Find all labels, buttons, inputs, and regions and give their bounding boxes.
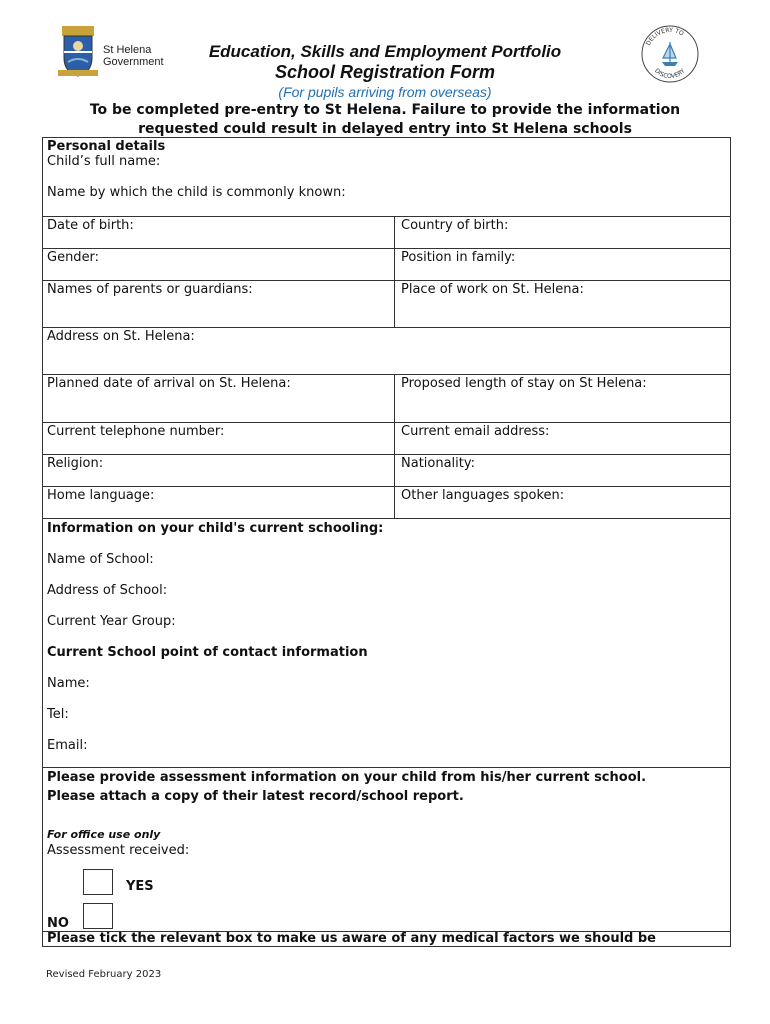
no-label: NO xyxy=(47,916,69,931)
registration-form-table xyxy=(42,137,731,947)
length-of-stay-field[interactable] xyxy=(395,375,730,422)
schooling-heading: Information on your child's current schooling: xyxy=(47,521,384,536)
instruction-text xyxy=(30,101,740,139)
form-title: School Registration Form xyxy=(274,62,496,82)
home-language-label: Home language: xyxy=(47,488,155,503)
gender-row xyxy=(43,249,730,281)
personal-details-row[interactable] xyxy=(43,138,730,217)
schooling-section[interactable] xyxy=(43,519,730,768)
dob-row xyxy=(43,217,730,249)
yes-label: YES xyxy=(126,879,154,894)
contact-name-label: Name: xyxy=(47,676,90,691)
personal-details-heading: Personal details xyxy=(47,139,166,154)
telephone-label: Current telephone number: xyxy=(47,424,225,439)
parents-row xyxy=(43,281,730,328)
instruction-line2: requested could result in delayed entry into St Helena schools xyxy=(138,121,632,137)
position-in-family-label: Position in family: xyxy=(401,250,516,265)
full-name-label: Child’s full name: xyxy=(47,154,161,169)
contact-tel-label: Tel: xyxy=(47,707,69,722)
known-as-label: Name by which the child is commonly known: xyxy=(47,185,346,200)
medical-section xyxy=(43,932,730,947)
religion-label: Religion: xyxy=(47,456,104,471)
school-address-label: Address of School: xyxy=(47,583,168,598)
country-of-birth-label: Country of birth: xyxy=(401,218,509,233)
dob-label: Date of birth: xyxy=(47,218,134,233)
parents-label: Names of parents or guardians: xyxy=(47,282,253,297)
arrival-row xyxy=(43,375,730,423)
email-field[interactable] xyxy=(395,423,730,454)
medical-line1: Please tick the relevant box to make us aware of any medical factors we should be xyxy=(47,931,656,946)
place-of-work-field[interactable] xyxy=(395,281,730,327)
contact-row xyxy=(43,423,730,455)
revision-date: Revised February 2023 xyxy=(46,969,162,980)
other-languages-field[interactable] xyxy=(395,487,730,518)
form-subtitle: (For pupils arriving from overseas) xyxy=(278,84,492,100)
position-in-family-field[interactable] xyxy=(395,249,730,280)
gender-label: Gender: xyxy=(47,250,100,265)
office-use-label: For office use only xyxy=(47,828,161,841)
nationality-field[interactable] xyxy=(395,455,730,486)
parents-field[interactable] xyxy=(43,281,395,327)
instruction-line1: To be completed pre-entry to St Helena. Failure to provide the information xyxy=(89,102,681,118)
other-languages-label: Other languages spoken: xyxy=(401,488,565,503)
contact-info-heading: Current School point of contact information xyxy=(47,645,368,660)
portfolio-title: Education, Skills and Employment Portfolio xyxy=(208,42,562,61)
assessment-received-label: Assessment received: xyxy=(47,843,190,858)
government-name-line1: St Helena xyxy=(103,44,152,56)
school-name-label: Name of School: xyxy=(47,552,154,567)
contact-email-label: Email: xyxy=(47,738,88,753)
seal-bottom-text: DISCOVERY xyxy=(653,67,687,81)
seal-top-text: DELIVERY TO xyxy=(644,26,685,47)
gender-field[interactable] xyxy=(43,249,395,280)
government-name-line2: Government xyxy=(103,56,164,68)
length-of-stay-label: Proposed length of stay on St Helena: xyxy=(401,376,647,391)
nationality-label: Nationality: xyxy=(401,456,476,471)
address-row[interactable] xyxy=(43,328,730,375)
assessment-line2: Please attach a copy of their latest record/school report. xyxy=(47,789,464,804)
home-language-field[interactable] xyxy=(43,487,395,518)
place-of-work-label: Place of work on St. Helena: xyxy=(401,282,584,297)
arrival-date-label: Planned date of arrival on St. Helena: xyxy=(47,376,291,391)
year-group-label: Current Year Group: xyxy=(47,614,176,629)
religion-row xyxy=(43,455,730,487)
assessment-line1: Please provide assessment information on your child from his/her current school. xyxy=(47,770,647,785)
language-row xyxy=(43,487,730,519)
dob-field[interactable] xyxy=(43,217,395,248)
arrival-date-field[interactable] xyxy=(43,375,395,422)
telephone-field[interactable] xyxy=(43,423,395,454)
yes-checkbox[interactable] xyxy=(83,869,113,895)
address-label: Address on St. Helena: xyxy=(47,329,195,344)
no-checkbox[interactable] xyxy=(83,903,113,929)
email-label: Current email address: xyxy=(401,424,550,439)
assessment-section xyxy=(43,768,730,932)
country-of-birth-field[interactable] xyxy=(395,217,730,248)
religion-field[interactable] xyxy=(43,455,395,486)
